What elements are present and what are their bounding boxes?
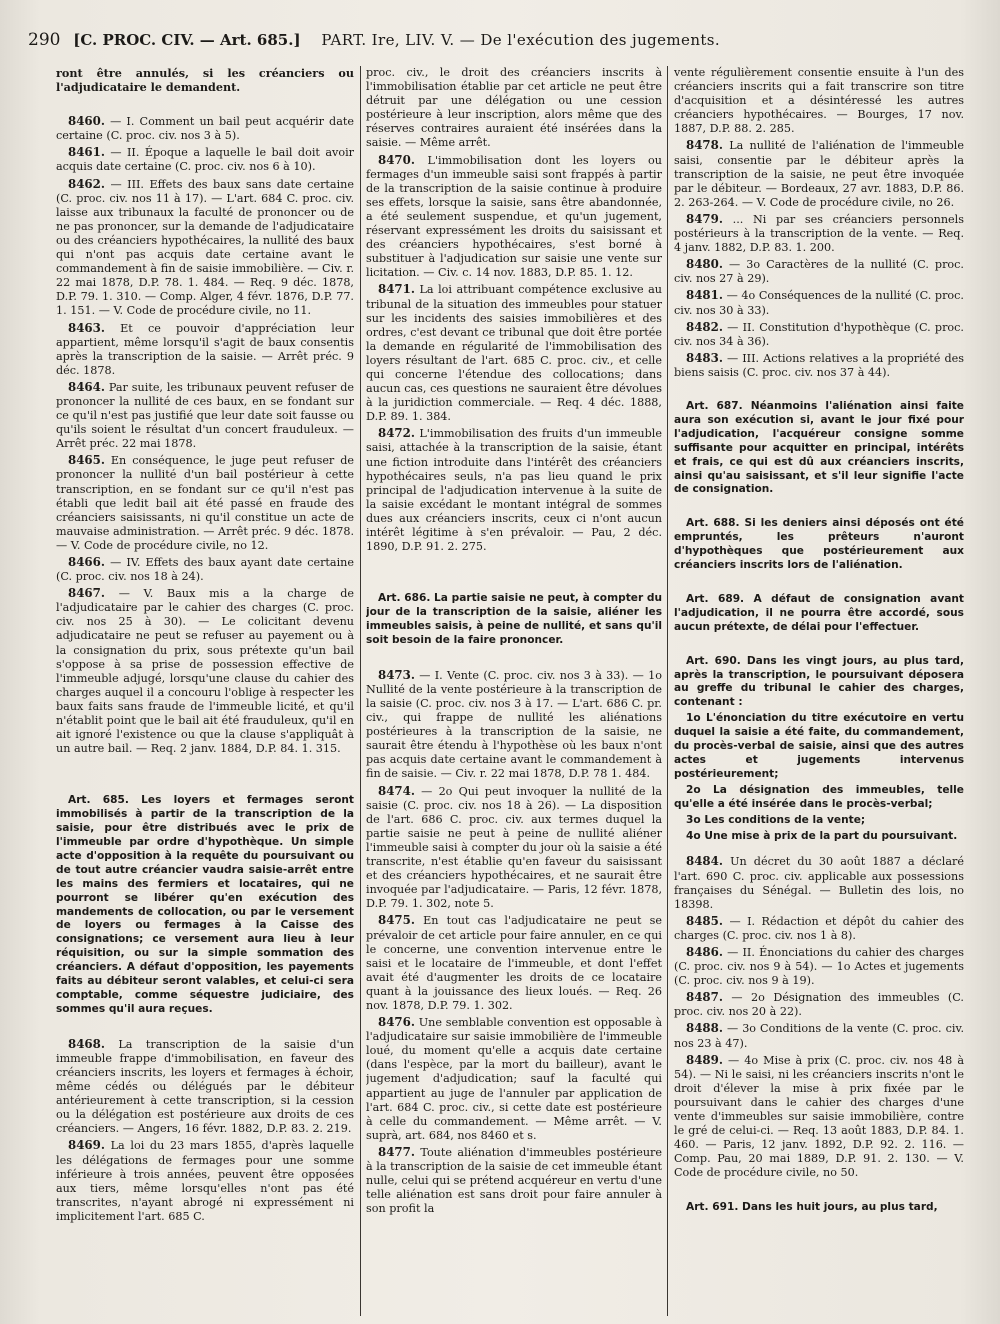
spacer	[674, 845, 964, 854]
annotation-paragraph	[366, 282, 662, 424]
continued-text: proc. civ., le droit des créanciers inscrits à l'immobilisation établie par cet article ne peut être détruit par une délégation ou une cession postérieure à leur inscription, alors même que des réserves contraires auraient été insérées dans la saisie. — Même arrêt.	[366, 66, 662, 150]
paragraph-text: — 2o Qui peut invoquer la nullité de la saisie (C. proc. civ. nos 18 à 26). — La disposition de l'art. 686 C. proc. civ. aux termes duquel la partie saisie ne peut à peine de nullité aliéner l'immeuble saisi à compter du jour où la saisie a été transcrite, n'est établie qu'en faveur du saisissant et des créanciers hypothécaires, et ne saurait être invoquée par l'adjudicataire. — Paris, 12 févr. 1878, D.P. 79. 1. 302, note 5.	[366, 784, 662, 911]
spacer	[674, 637, 964, 655]
paragraph-number: 8478.	[686, 138, 723, 153]
paragraph-text: Toute aliénation d'immeubles postérieure à la transcription de la saisie de cet immeuble étant nulle, celui qui se prétend acquéreur en vertu d'une telle aliénation est sans droit pour faire annuler à son profit la	[366, 1145, 662, 1216]
paragraph-text: — 3o Conditions de la vente (C. proc. civ. nos 23 à 47).	[674, 1022, 964, 1050]
annotation-paragraph	[56, 380, 354, 451]
spacer	[366, 574, 662, 592]
paragraph-number: 8483.	[686, 350, 723, 365]
paragraph-text: L'immobilisation dont les loyers ou fermages d'un immeuble saisi sont frappés à partir de la transcription de la saisie continue à produire ses effets, lorsque la saisie, sans être abandonnée, a été seulement suspendue, et qu'un jugement, réservant expressément les droits du saisissant et des créanciers hypothécaires, s'est borné à substituer à l'adjudication sur saisie une vente sur licitation. — Civ. c. 14 nov. 1883, D.P. 85. 1. 12.	[366, 153, 662, 280]
annotation-paragraph	[366, 426, 662, 554]
paragraph-text: — III. Effets des baux sans date certaine (C. proc. civ. nos 11 à 17). — L'art. 684 C. proc. civ. laisse aux tribunaux la faculté de prononcer ou de ne pas prononcer, sur la demande de l'adjudicataire ou des créanciers hypothécaires, la nullité des baux qui n'ont pas acquis date certaine avant le commandement à fin de saisie immobilière. — Civ. r. 22 mai 1878, D.P. 78. 1. 484. — Req. 9 déc. 1878, D.P. 79. 1. 310. — Comp. Alger, 4 févr. 1876, D.P. 77. 1. 151. — V. Code de procédure civile, no 11.	[56, 177, 354, 318]
paragraph-text: La loi du 23 mars 1855, d'après laquelle les délégations de fermages pour une somme inférieure à trois années, peuvent être opposées aux tiers, même lorsqu'elles n'ont pas été transcrites, n'ayant abrogé ni expressément ni implicitement l'art. 685 C.	[56, 1139, 354, 1223]
spacer	[56, 1019, 354, 1037]
paragraph-text: En tout cas l'adjudicataire ne peut se prévaloir de cet article pour faire annuler, en ce qui le concerne, une convention intervenue entre le saisi et le locataire de l'immeuble, et dont l'effet avait été d'augmenter les droits de ce locataire quant à la jouissance des lieux loués. — Req. 26 nov. 1878, D.P. 79. 1. 302.	[366, 914, 662, 1012]
annotation-paragraph	[366, 668, 662, 782]
article-text: 2o La désignation des immeubles, telle qu'elle a été insérée dans le procès-verbal;	[674, 783, 964, 810]
annotation-paragraph	[56, 1138, 354, 1224]
annotation-paragraph	[56, 555, 354, 584]
annotation-paragraph	[366, 1145, 662, 1216]
paragraph-text: La transcription de la saisie d'un immeuble frappe d'immobilisation, en faveur des créanciers inscrits, les loyers et fermages à échoir, même cédés ou délégués par le débiteur antérieurement à cette transcription, si la cession ou la délégation est postérieure aux droits de ces créanciers. — Angers, 16 févr. 1882, D.P. 83. 2. 219.	[56, 1037, 354, 1136]
annotation-paragraph	[56, 453, 354, 553]
article-text: Art. 687. Néanmoins l'aliénation ainsi faite aura son exécution si, avant le jour fixé pour l'adjudication, l'acquéreur consigne somme suffisante pour acquitter en principal, intérêts et frais, ce qui est dû aux créanciers inscrits, ainsi qu'au saisissant, et s'il leur signifie l'acte de consignation.	[674, 399, 964, 496]
paragraph-number: 8461.	[68, 145, 105, 160]
paragraph-number: 8468.	[68, 1036, 105, 1051]
paragraph-number: 8479.	[686, 211, 723, 226]
spacer	[674, 575, 964, 593]
paragraph-text: Par suite, les tribunaux peuvent refuser de prononcer la nullité de ces baux, en se fondant sur ce qu'il n'est pas justifié que leur date soit fausse ou qu'ils soient le résultat d'un concert frauduleux. — Arrêt préc. 22 mai 1878.	[56, 380, 354, 451]
page-number: 290	[28, 30, 61, 50]
article-text: 4o Une mise à prix de la part du poursuivant.	[686, 829, 958, 842]
spacer	[674, 1183, 964, 1201]
paragraph-number: 8476.	[378, 1015, 415, 1030]
spacer	[674, 382, 964, 400]
paragraph-text: La loi attribuant compétence exclusive au tribunal de la situation des immeubles pour statuer sur les incidents des saisies immobilières et des ordres, c'est devant ce tribunal que doit être portée la demande en régularité de l'immobilisation des loyers résultant de l'art. 685 C. proc. civ., et celle qui concerne l'étendue des collocations; dans aucun cas, ces questions ne sauraient être dévolues à la juridiction commerciale. — Req. 4 déc. 1888, D.P. 89. 1. 384.	[366, 283, 662, 424]
article-text: Art. 691. Dans les huit jours, au plus tard,	[686, 1200, 938, 1213]
paragraph-number: 8489.	[686, 1052, 723, 1067]
text-column-3	[674, 66, 964, 1316]
paragraph-text: — I. Comment un bail peut acquérir date certaine (C. proc. civ. nos 3 à 5).	[56, 115, 354, 143]
paragraph-number: 8486.	[686, 945, 723, 959]
annotation-paragraph	[56, 586, 354, 756]
article-text: Art. 690. Dans les vingt jours, au plus tard, après la transcription, le poursuivant déposera au greffe du tribunal le cahier des charges, contenant :	[674, 654, 964, 709]
paragraph-number: 8480.	[686, 257, 723, 272]
paragraph-number: 8481.	[686, 288, 723, 303]
continued-text: vente régulièrement consentie ensuite à l'un des créanciers inscrits qui a fait transcrire son titre d'acquisition et a désintéressé les autres créanciers hypothécaires. — Bourges, 17 nov. 1887, D.P. 88. 2. 285.	[674, 66, 964, 136]
paragraph-text: La nullité de l'aliénation de l'immeuble saisi, consentie par le débiteur après la transcription de la saisie, ne peut être invoquée par le débiteur. — Bordeaux, 27 avr. 1883, D.P. 86. 2. 263-264. — V. Code de procédure civile, no 26.	[674, 139, 964, 209]
article-text: Art. 685. Les loyers et fermages seront immobilisés à partir de la transcription de la saisie, pour être distribués avec le prix de l'immeuble par ordre d'hypothèque. Un simple acte d'opposition à la requête du poursuivant ou de tout autre créancier vaudra saisie-arrêt entre les mains des fermiers et locataires, qui ne pourront se libérer qu'en exécution des mandements de collocation, ou par le versement de loyers ou fermages à la Caisse des consignations; ce versement aura lieu à leur réquisition, ou sur la simple sommation des créanciers. A défaut d'opposition, les payements faits au débiteur seront valables, et celui-ci sera comptable, comme séquestre judiciaire, des sommes qu'il aura reçues.	[56, 794, 354, 1015]
paragraph-text: — 4o Conséquences de la nullité (C. proc. civ. nos 30 à 33).	[674, 289, 964, 317]
header-code-reference: [C. PROC. CIV. — Art. 685.]	[73, 31, 301, 49]
paragraph-text: — 3o Caractères de la nullité (C. proc. civ. nos 27 à 29).	[674, 258, 964, 286]
article-text: Art. 689. A défaut de consignation avant l'adjudication, il ne pourra être accordé, sous aucun prétexte, de délai pour l'effectuer.	[674, 592, 964, 633]
paragraph-number: 8472.	[378, 426, 415, 441]
spacer	[366, 650, 662, 668]
spacer	[56, 758, 354, 776]
paragraph-text: — 4o Mise à prix (C. proc. civ. nos 48 à 54). — Ni le saisi, ni les créanciers inscrits n'ont le droit d'élever la mise à prix fixée par le poursuivant dans le cahier des charges d'une vente d'immeubles sur saisie immobilière, contre le gré de celui-ci. — Req. 13 août 1883, D.P. 84. 1. 460. — Paris, 12 janv. 1892, D.P. 92. 2. 116. — Comp. Pau, 20 mai 1889, D.P. 91. 2. 130. — V. Code de procédure civile, no 50.	[674, 1053, 964, 1180]
paragraph-text: Un décret du 30 août 1887 a déclaré l'art. 690 C. proc. civ. applicable aux possessions françaises du Sénégal. — Bulletin des lois, no 18398.	[674, 855, 964, 911]
annotation-paragraph	[674, 1053, 964, 1181]
annotation-paragraph	[674, 257, 964, 286]
paragraph-text: ... Ni par ses créanciers personnels postérieurs à la transcription de la vente. — Req. 4 janv. 1882, D.P. 83. 1. 200.	[674, 212, 964, 255]
paragraph-number: 8465.	[68, 453, 105, 468]
annotation-paragraph	[674, 990, 964, 1019]
paragraph-number: 8466.	[68, 555, 105, 569]
article-text: 1o L'énonciation du titre exécutoire en vertu duquel la saisie a été faite, du commandement, du procès-verbal de saisie, ainsi que des autres actes et jugements intervenus postérieurement;	[674, 712, 964, 780]
paragraph-text: — V. Baux mis a la charge de l'adjudicataire par le cahier des charges (C. proc. civ. nos 25 à 30). — Le colicitant devenu adjudicataire ne peut se refuser au payement ou à la consignation du prix, sous prétexte qu'un bail s'oppose à sa prise de possession effective de l'immeuble adjugé, lorsqu'une clause du cahier des charges auquel il a concouru l'oblige à respecter les baux faits sans fraude de l'immeuble licité, et qu'il n'établit point que le bail ait été frauduleux, qu'il en ait ignoré l'existence ou que la clause s'appliquât à un autre bail. — Req. 2 janv. 1884, D.P. 84. 1. 315.	[56, 587, 354, 756]
text-column-1	[56, 66, 354, 1316]
paragraph-number: 8474.	[378, 783, 415, 798]
paragraph-number: 8464.	[68, 379, 105, 394]
annotation-paragraph	[674, 914, 964, 943]
paragraph-number: 8467.	[68, 586, 105, 601]
spacer	[674, 499, 964, 517]
paragraph-number: 8477.	[378, 1144, 415, 1159]
spacer	[366, 556, 662, 574]
paragraph-number: 8482.	[686, 319, 723, 334]
paragraph-number: 8463.	[68, 320, 105, 335]
annotation-paragraph	[674, 945, 964, 988]
paragraph-text: — II. Époque a laquelle le bail doit avoir acquis date certaine (C. proc. civ. nos 6 à 10).	[56, 146, 354, 174]
annotation-paragraph	[56, 1037, 354, 1137]
annotation-paragraph	[366, 784, 662, 912]
paragraph-number: 8475.	[378, 913, 415, 928]
paragraph-text: — I. Rédaction et dépôt du cahier des charges (C. proc. civ. nos 1 à 8).	[674, 914, 964, 942]
annotation-paragraph	[674, 320, 964, 349]
annotation-paragraph	[674, 854, 964, 911]
paragraph-number: 8485.	[686, 913, 723, 928]
annotation-paragraph	[674, 1021, 964, 1050]
paragraph-number: 8487.	[686, 990, 723, 1005]
annotation-paragraph	[56, 145, 354, 174]
paragraph-text: L'immobilisation des fruits d'un immeuble saisi, attachée à la transcription de la saisie, étant une fiction introduite dans l'intérêt des créanciers hypothécaires seuls, n'a pas lieu quand le prix principal de l'adjudication intervenue à la suite de la saisie excédant le montant intégral de sommes dues aux créanciers inscrits, ceux ci n'ont aucun intérêt légitime à s'en prévaloir. — Pau, 2 déc. 1890, D.P. 91. 2. 275.	[366, 427, 662, 554]
annotation-paragraph	[56, 114, 354, 143]
paragraph-text: — IV. Effets des baux ayant date certaine (C. proc. civ. nos 18 à 24).	[56, 556, 354, 584]
annotation-paragraph	[674, 138, 964, 209]
paragraph-number: 8473.	[378, 667, 415, 682]
paragraph-number: 8470.	[378, 152, 415, 167]
paragraph-text: — 2o Désignation des immeubles (C. proc. civ. nos 20 à 22).	[674, 991, 964, 1019]
paragraph-number: 8488.	[686, 1021, 723, 1036]
annotation-paragraph	[366, 153, 662, 281]
paragraph-text: Et ce pouvoir d'appréciation leur appartient, même lorsqu'il s'agit de baux consentis après la transcription de la saisie. — Arrêt préc. 9 déc. 1878.	[56, 321, 354, 377]
paragraph-text: — III. Actions relatives a la propriété des biens saisis (C. proc. civ. nos 37 à 44).	[674, 351, 964, 379]
paragraph-number: 8471.	[378, 282, 415, 297]
annotation-paragraph	[366, 1015, 662, 1143]
annotation-paragraph	[56, 321, 354, 378]
continued-text: ront être annulés, si les créanciers ou l'adjudicataire le demandent.	[56, 66, 354, 95]
header-part-title: PART. Ire, LIV. V. — De l'exécution des jugements.	[321, 31, 721, 49]
running-header	[28, 30, 988, 60]
spacer	[56, 96, 354, 114]
paragraph-text: En conséquence, le juge peut refuser de prononcer la nullité d'un bail postérieur à cette transcription, en se fondant sur ce qu'il n'est pas établi que ledit bail ait été passé en fraude des créanciers saisissants, ni qu'il constitue un acte de mauvaise administration. — Arrêt préc. 9 déc. 1878. — V. Code de procédure civile, no 12.	[56, 454, 354, 552]
spacer	[56, 776, 354, 794]
annotation-paragraph	[56, 177, 354, 319]
annotation-paragraph	[674, 212, 964, 255]
article-text: 3o Les conditions de la vente;	[686, 813, 866, 826]
paragraph-text: — II. Constitution d'hypothèque (C. proc. civ. nos 34 à 36).	[674, 320, 964, 348]
paragraph-number: 8460.	[68, 114, 105, 129]
column-rule	[667, 66, 668, 1316]
paragraph-text: Une semblable convention est opposable à l'adjudicataire sur saisie immobilière de l'immeuble loué, du moment qu'elle a acquis date certaine (dans l'espèce, par la mort du bailleur), avant le jugement d'adjudication; sauf la faculté qui appartient au juge de l'annuler par application de l'art. 684 C. proc. civ., si cette date est postérieure à celle du commandement. — Même arrêt. — V. suprà, art. 684, nos 8460 et s.	[366, 1016, 662, 1142]
paragraph-text: — I. Vente (C. proc. civ. nos 3 à 33). — 1o Nullité de la vente postérieure à la transcription de la saisie (C. proc. civ. nos 3 à 17. — L'art. 686 C. pr. civ., qui frappe de nullité les aliénations postérieures à la transcription de la saisie, ne saurait être étendu à l'hypothèse où les baux n'ont pas acquis date certaine avant le commandement à fin de saisie. — Civ. r. 22 mai 1878, D.P. 78 1. 484.	[366, 668, 662, 781]
article-text: Art. 686. La partie saisie ne peut, à compter du jour de la transcription de la saisie, aliéner les immeubles saisis, à peine de nullité, et sans qu'il soit besoin de la faire prononcer.	[366, 592, 662, 646]
paragraph-number: 8469.	[68, 1138, 105, 1153]
column-rule	[360, 66, 361, 1316]
annotation-paragraph	[674, 288, 964, 317]
text-column-2	[366, 66, 662, 1316]
annotation-paragraph	[674, 351, 964, 380]
article-text: Art. 688. Si les deniers ainsi déposés ont été empruntés, les prêteurs n'auront d'hypothèques que postérieurement aux créanciers inscrits lors de l'aliénation.	[674, 517, 964, 572]
paragraph-text: — II. Énonciations du cahier des charges (C. proc. civ. nos 9 à 54). — 1o Actes et jugements (C. proc. civ. nos 9 à 19).	[674, 946, 964, 988]
annotation-paragraph	[366, 913, 662, 1013]
paragraph-number: 8484.	[686, 854, 723, 869]
paragraph-number: 8462.	[68, 176, 105, 191]
